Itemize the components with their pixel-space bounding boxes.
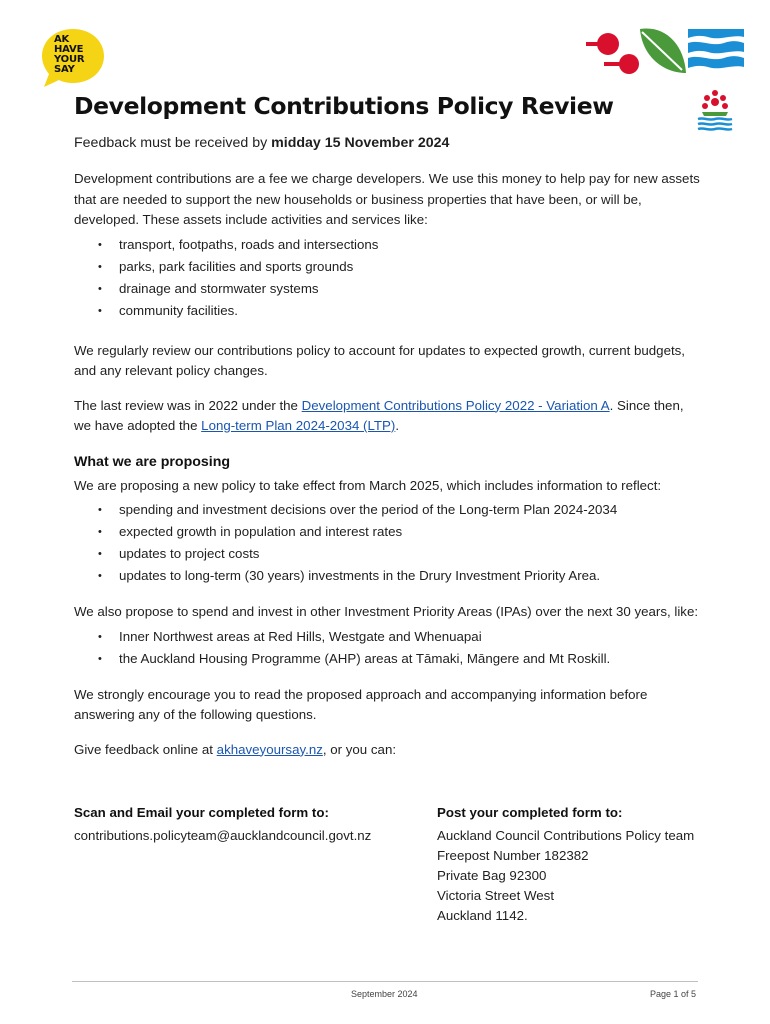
list-item: • expected growth in population and interest rates	[74, 521, 702, 543]
auckland-council-logo	[584, 23, 746, 78]
online-feedback-paragraph	[74, 740, 702, 761]
dc-policy-2022-link[interactable]: Development Contributions Policy 2022 - Variation A	[301, 397, 610, 413]
ak-logo-line: AK	[54, 34, 70, 45]
ipa-paragraph: We also propose to spend and invest in other Investment Priority Areas (IPAs) over the next 30 years, like:	[74, 604, 699, 619]
ipa-list	[74, 626, 702, 670]
footer-date: September 2024	[351, 989, 418, 999]
ak-logo-line: YOUR	[54, 54, 85, 65]
last-review-paragraph	[74, 396, 702, 437]
postal-line: Private Bag 92300	[437, 868, 547, 883]
list-item: • Inner Northwest areas at Red Hills, Westgate and Whenuapai	[74, 626, 702, 648]
deadline-date: midday 15 November 2024	[271, 135, 450, 151]
list-item: • updates to long-term (30 years) investments in the Drury Investment Priority Area.	[74, 565, 702, 587]
email-address: contributions.policyteam@aucklandcouncil.govt.nz	[74, 828, 372, 843]
postal-line: Freepost Number 182382	[437, 848, 589, 863]
text-span: , or you can:	[322, 741, 397, 757]
post-contact-block	[437, 803, 707, 926]
akhaveyoursay-link[interactable]: akhaveyoursay.nz	[216, 741, 323, 757]
email-block-title: Scan and Email your completed form to:	[74, 805, 329, 820]
proposing-paragraph: We are proposing a new policy to take effect from March 2025, which includes information to reflect:	[74, 477, 662, 493]
proposing-list	[74, 499, 702, 587]
ak-have-your-say-logo	[40, 27, 106, 89]
proposing-heading: What we are proposing	[74, 453, 231, 470]
list-item: • community facilities.	[74, 300, 702, 322]
email-contact-block	[74, 803, 424, 846]
list-item: • spending and investment decisions over the period of the Long-term Plan 2024-2034	[74, 499, 702, 521]
text-span: Give feedback online at	[74, 741, 217, 757]
text-span: The last review was in 2022 under the	[74, 397, 302, 413]
document-body	[74, 88, 702, 760]
postal-line: Victoria Street West	[437, 888, 555, 903]
post-block-title: Post your completed form to:	[437, 805, 623, 820]
text-span: .	[395, 418, 400, 433]
list-item: • drainage and stormwater systems	[74, 278, 702, 300]
page-number: Page 1 of 5	[650, 989, 697, 999]
deadline-prefix: Feedback must be received by	[74, 135, 272, 151]
ak-logo-line: SAY	[54, 64, 75, 75]
list-item: • updates to project costs	[74, 543, 702, 565]
page-title: Development Contributions Policy Review	[74, 92, 614, 120]
intro-paragraph: Development contributions are a fee we charge developers. We use this money to help pay for new assets that are needed to support the new households or business properties that have been, or will be, developed. These assets include activities and services like:	[74, 171, 700, 227]
ltp-link[interactable]: Long-term Plan 2024-2034 (LTP)	[201, 418, 396, 433]
encourage-paragraph: We strongly encourage you to read the proposed approach and accompanying information before answering any of the following questions.	[74, 686, 648, 722]
assets-list	[74, 234, 702, 322]
review-paragraph: We regularly review our contributions policy to account for updates to expected growth, current budgets, and any relevant policy changes.	[74, 342, 686, 378]
postal-line: Auckland 1142.	[437, 908, 528, 923]
feedback-deadline	[74, 133, 702, 153]
list-item: • parks, park facilities and sports grounds	[74, 256, 702, 278]
postal-line: Auckland Council Contributions Policy team	[437, 828, 695, 843]
ak-logo-line: HAVE	[54, 44, 84, 55]
list-item: • the Auckland Housing Programme (AHP) areas at Tāmaki, Māngere and Mt Roskill.	[74, 648, 702, 670]
list-item: • transport, footpaths, roads and intersections	[74, 234, 702, 256]
footer-divider	[72, 981, 698, 982]
text-span: . Since then, we have adopted the	[74, 397, 684, 433]
